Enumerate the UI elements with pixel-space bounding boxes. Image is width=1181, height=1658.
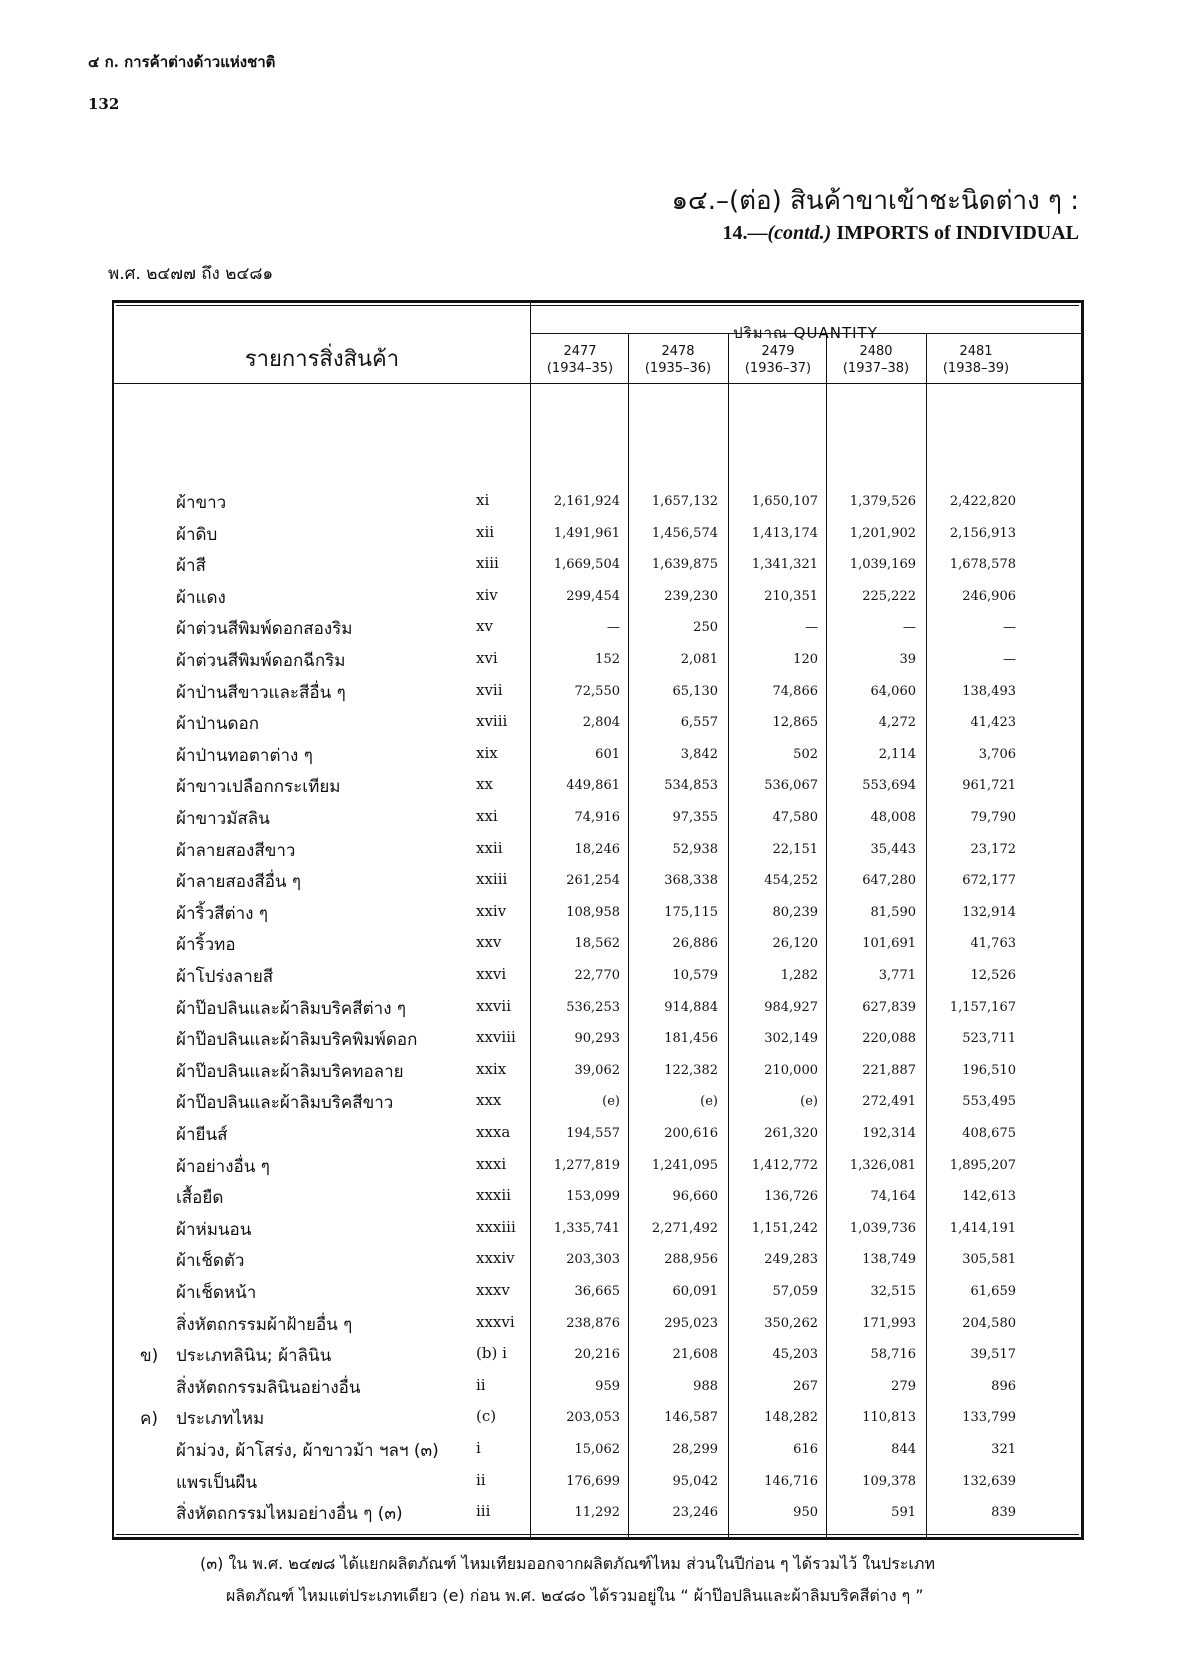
group-marker: ค) [140,1409,159,1430]
quantity-cell: 133,799 [962,1410,1016,1426]
quantity-cell: 57,059 [772,1284,818,1299]
quantity-cell: 122,382 [664,1062,718,1078]
item-label: ผ้าม่วง, ผ้าโสร่ง, ผ้าขาวม้า ฯลฯ (๓) [176,1441,439,1461]
quantity-cell: 305,581 [962,1252,1016,1268]
quantity-cell: 1,282 [780,968,818,983]
quantity-cell: 368,338 [664,873,718,889]
item-label: ประเภทลินิน; ผ้าลินิน [176,1346,332,1367]
item-label: ผ้าป่านทอตาต่าง ๆ [176,745,313,766]
item-code: xxi [476,807,498,825]
item-label: ผ้าอย่างอื่น ๆ [176,1156,270,1177]
group-marker: ข) [140,1346,159,1367]
quantity-cell: 196,510 [962,1062,1016,1078]
table-row [114,517,1081,547]
quantity-cell: 1,277,819 [553,1157,620,1173]
table-row [114,1433,1081,1463]
quantity-cell: 984,927 [764,999,818,1015]
quantity-cell: 536,253 [566,999,620,1015]
item-label: เสื้อยืด [176,1188,224,1209]
quantity-cell: 3,842 [680,746,718,762]
quantity-cell: 148,282 [764,1410,818,1426]
quantity-cell: 10,579 [672,968,718,983]
quantity-cell: 79,790 [970,810,1016,825]
quantity-cell: 1,379,526 [849,494,916,509]
quantity-cell: 1,413,174 [751,525,818,541]
quantity-cell: 3,706 [978,746,1016,762]
quantity-cell: 18,562 [574,936,620,952]
quantity-column-header: ปริมาณ QUANTITY [733,324,878,342]
title-en-num: 14.— [722,222,768,244]
item-label: ผ้าริ้วสีต่าง ๆ [176,903,268,924]
header-bottom-rule [114,383,1081,384]
quantity-cell: 1,341,321 [751,557,818,573]
table-row [114,1275,1081,1305]
item-code: (b) i [476,1344,507,1363]
quantity-cell: 2,161,924 [553,494,620,509]
item-code: xviii [476,712,508,731]
quantity-cell: 1,151,242 [751,1220,818,1236]
table-row [114,769,1081,799]
quantity-cell: 3,771 [878,968,916,983]
item-code: xxix [476,1059,507,1078]
quantity-cell: 210,351 [764,588,818,604]
quantity-cell: 48,008 [870,810,916,825]
quantity-cell: 74,866 [772,683,818,699]
item-label: ประเภทไหม [176,1409,265,1430]
item-label: ผ้าป่านดอก [176,714,260,735]
quantity-cell: 81,590 [870,904,916,920]
item-code: iii [476,1502,491,1521]
quantity-cell: 601 [595,746,620,762]
table-row [114,1370,1081,1400]
item-label: ผ้าเช็ดหน้า [176,1283,257,1303]
quantity-cell: 239,230 [664,588,718,604]
quantity-cell: 6,557 [680,715,718,731]
table-row [114,1149,1081,1179]
item-code: xxxiii [476,1217,516,1236]
item-code: xxxvi [476,1312,515,1331]
quantity-cell: 58,716 [870,1347,916,1363]
quantity-cell: 200,616 [664,1126,718,1141]
quantity-cell: 2,114 [878,746,916,762]
table-title-english [722,222,1079,245]
item-label: ผ้าห่มนอน [176,1219,252,1240]
quantity-cell: 272,491 [862,1094,916,1110]
quantity-cell: 454,252 [764,873,818,889]
quantity-cell: 101,691 [862,936,916,952]
quantity-cell: 152 [595,652,620,667]
quantity-cell: 261,254 [566,873,620,889]
quantity-cell: 60,091 [672,1284,718,1299]
quantity-cell: 221,887 [862,1062,916,1078]
quantity-cell: 204,580 [962,1315,1016,1331]
item-column-header: รายการสิ่งสินค้า [244,347,400,372]
quantity-cell: 553,495 [962,1094,1016,1110]
item-code: xiii [476,554,499,573]
item-label: ผ้าสี [176,556,206,577]
item-label: ผ้าขาว [176,493,227,513]
page-header: ๔ ก. การค้าต่างด้าวแห่งชาติ [88,53,276,71]
quantity-cell: 627,839 [862,999,916,1015]
quantity-cell: 1,039,169 [849,557,916,573]
quantity-cell: — [1003,652,1016,667]
quantity-cell: 132,914 [962,904,1016,920]
item-code: (c) [476,1407,497,1426]
quantity-cell: 74,164 [870,1189,916,1205]
item-label: ผ้าลายสองสีขาว [176,840,296,861]
quantity-cell: 45,203 [772,1347,818,1363]
quantity-cell: 18,246 [574,841,620,857]
item-code: xvi [476,649,498,667]
table-row [114,991,1081,1021]
quantity-cell: 32,515 [870,1284,916,1299]
year-header: 2477 (1934–35) [546,344,614,376]
quantity-cell: 90,293 [574,1031,620,1047]
quantity-cell: 2,156,913 [949,525,1016,541]
quantity-cell: 1,669,504 [553,557,620,573]
quantity-cell: 647,280 [862,873,916,889]
year-header: 2478 (1935–36) [644,344,712,376]
item-label: ผ้าดิบ [176,524,218,545]
table-row [114,1022,1081,1052]
quantity-cell: — [1003,620,1016,636]
item-code: xxxv [476,1281,510,1299]
quantity-cell: 175,115 [664,904,718,920]
quantity-cell: 146,587 [664,1410,718,1426]
quantity-cell: 672,177 [962,873,1016,889]
item-label: ผ้าโปร่งลายสี [176,967,274,987]
quantity-cell: 1,414,191 [949,1220,1016,1236]
item-code: xv [476,617,493,636]
item-label: ผ้าริ้วทอ [176,935,236,956]
quantity-cell: 95,042 [672,1473,718,1489]
table-row [114,1496,1081,1526]
quantity-cell: 120 [793,652,818,667]
quantity-cell: 194,557 [566,1126,620,1141]
table-row [114,1212,1081,1242]
year-header: 2480 (1937–38) [842,344,910,376]
quantity-cell: 1,650,107 [751,494,818,509]
item-label: ผ้าต่วนสีพิมพ์ดอกฉีกริม [176,651,346,671]
quantity-cell: 138,493 [962,683,1016,699]
quantity-cell: 536,067 [764,778,818,794]
quantity-cell: 2,271,492 [651,1220,718,1236]
quantity-cell: 74,916 [574,810,620,825]
quantity-cell: — [805,620,818,636]
quantity-cell: 1,678,578 [949,557,1016,573]
quantity-cell: 1,326,081 [849,1157,916,1173]
quantity-cell: 295,023 [664,1315,718,1331]
quantity-cell: 502 [793,746,818,762]
item-label: ผ้าขาวมัสลิน [176,809,270,829]
quantity-cell: 1,491,961 [553,525,620,541]
year-header: 2481 (1938–39) [942,344,1010,376]
item-label: ผ้าแดง [176,587,226,608]
item-label: ผ้าเช็ดตัว [176,1251,245,1272]
quantity-cell: 203,053 [566,1410,620,1426]
item-code: xxxii [476,1186,511,1205]
quantity-cell: 267 [793,1378,818,1394]
quantity-cell: 449,861 [566,778,620,794]
quantity-cell: 1,657,132 [651,494,718,509]
quantity-cell: 246,906 [962,588,1016,604]
quantity-cell: 203,303 [566,1252,620,1268]
quantity-cell: 176,699 [566,1473,620,1489]
item-code: xxiv [476,901,507,920]
table-row [114,1243,1081,1273]
item-code: xvii [476,680,503,699]
quantity-cell: 250 [693,620,718,636]
quantity-cell: 279 [891,1378,916,1394]
quantity-cell: 153,099 [566,1189,620,1205]
quantity-cell: 39 [899,652,916,667]
quantity-cell: 2,804 [582,715,620,731]
quantity-cell: 1,335,741 [553,1220,620,1236]
item-code: xxv [476,933,502,952]
item-label: ผ้าขาวเปลือกกระเทียม [176,777,341,798]
quantity-cell: 1,039,736 [849,1220,916,1236]
quantity-cell: 26,886 [672,936,718,952]
quantity-cell: 65,130 [672,683,718,699]
quantity-cell: 1,241,095 [651,1157,718,1173]
quantity-cell: 110,813 [862,1410,916,1426]
item-code: xi [476,491,490,509]
quantity-cell: 988 [693,1378,718,1394]
quantity-cell: 238,876 [566,1315,620,1331]
item-code: xii [476,522,495,541]
table-row [114,548,1081,578]
item-label: สิ่งหัตถกรรมไหมอย่างอื่น ๆ (๓) [176,1504,403,1525]
quantity-cell: 534,853 [664,778,718,794]
quantity-cell: 553,694 [862,778,916,794]
quantity-cell: 959 [595,1378,620,1394]
table-row [114,1180,1081,1210]
quantity-cell: 21,608 [672,1347,718,1363]
table-row [114,1307,1081,1337]
quantity-cell: 616 [793,1442,818,1457]
item-label: ผ้าป่านสีขาวและสีอื่น ๆ [176,682,346,703]
quantity-cell: 52,938 [672,841,718,857]
quantity-cell: 1,201,902 [849,525,916,541]
quantity-cell: (e) [700,1094,718,1110]
quantity-cell: 28,299 [672,1442,718,1457]
quantity-cell: — [607,620,620,636]
quantity-cell: 136,726 [764,1189,818,1205]
quantity-cell: 20,216 [574,1347,620,1363]
table-row [114,801,1081,831]
year-header: 2479 (1936–37) [744,344,812,376]
quantity-cell: 220,088 [862,1031,916,1047]
item-code: xxx [476,1091,502,1110]
quantity-cell: 249,283 [764,1252,818,1268]
quantity-cell: 96,660 [672,1189,718,1205]
quantity-cell: 350,262 [764,1315,818,1331]
quantity-cell: 591 [891,1505,916,1521]
table-row [114,927,1081,957]
table-row [114,1401,1081,1431]
quantity-cell: 36,665 [574,1284,620,1299]
item-code: ii [476,1375,486,1394]
item-code: i [476,1439,481,1457]
quantity-cell: 299,454 [566,588,620,604]
quantity-cell: 61,659 [970,1284,1016,1299]
table-row [114,959,1081,989]
quantity-cell: 2,081 [680,652,718,667]
quantity-cell: 288,956 [664,1252,718,1268]
item-code: xix [476,743,498,762]
item-code: xxii [476,838,503,857]
table-row [114,675,1081,705]
item-code: xxxi [476,1154,507,1173]
quantity-cell: 523,711 [962,1031,1016,1047]
quantity-cell: 839 [991,1505,1016,1521]
item-label: แพรเป็นผืน [176,1472,258,1493]
footnote-line-1: (๓) ใน พ.ศ. ๒๔๗๘ ได้แยกผลิตภัณฑ์ ไหมเทียมออกจากผลิตภัณฑ์ไหม ส่วนในปีก่อน ๆ ได้รวมไว้ ในประเภท [200,1554,935,1573]
imports-table [112,300,1084,1540]
quantity-cell: 1,412,772 [751,1157,818,1173]
quantity-cell: 26,120 [772,936,818,952]
quantity-cell: 109,378 [862,1473,916,1489]
item-code: xx [476,775,493,794]
quantity-cell: 12,526 [970,968,1016,983]
quantity-cell: 41,423 [970,715,1016,731]
quantity-cell: 23,172 [970,841,1016,857]
quantity-cell: 146,716 [764,1473,818,1489]
table-row [114,1338,1081,1368]
quantity-cell: 22,151 [772,841,818,857]
item-label: ผ้าป๊อปลินและผ้าลิมบริคสีขาว [176,1093,394,1114]
quantity-cell: 2,422,820 [949,494,1016,509]
table-row [114,1054,1081,1084]
quantity-cell: 1,157,167 [949,999,1016,1015]
table-row [114,485,1081,515]
quantity-cell: 23,246 [672,1505,718,1521]
item-label: ผ้าป๊อปลินและผ้าลิมบริคพิมพ์ดอก [176,1030,418,1051]
quantity-cell: 39,517 [970,1347,1016,1363]
title-en-contd: (contd.) [767,222,832,244]
quantity-cell: 1,639,875 [651,557,718,573]
item-code: xxiii [476,870,508,889]
quantity-cell: 47,580 [772,810,818,825]
quantity-cell: 97,355 [672,810,718,825]
quantity-cell: 132,639 [962,1473,1016,1489]
table-row [114,611,1081,641]
quantity-cell: 321 [991,1442,1016,1457]
table-row [114,833,1081,863]
quantity-cell: 192,314 [862,1126,916,1141]
quantity-cell: 408,675 [962,1126,1016,1141]
period-label: พ.ศ. ๒๔๗๗ ถึง ๒๔๘๑ [108,264,274,284]
item-code: xxvii [476,996,511,1015]
quantity-cell: 64,060 [870,683,916,699]
quantity-cell: 896 [991,1378,1016,1394]
quantity-cell: 914,884 [664,999,718,1015]
quantity-cell: 142,613 [962,1189,1016,1205]
item-label: สิ่งหัตถกรรมผ้าฝ้ายอื่น ๆ [176,1314,353,1335]
quantity-cell: 22,770 [574,968,620,983]
quantity-cell: 961,721 [962,778,1016,794]
quantity-cell: 181,456 [664,1031,718,1047]
quantity-cell: — [903,620,916,636]
item-code: xxxiv [476,1249,515,1268]
quantity-cell: 39,062 [574,1062,620,1078]
item-label: ผ้าลายสองสีอื่น ๆ [176,872,302,893]
table-row [114,738,1081,768]
quantity-cell: 210,000 [764,1062,818,1078]
item-code: xxvi [476,965,507,983]
quantity-cell: 12,865 [772,715,818,731]
table-row [114,864,1081,894]
quantity-cell: 225,222 [862,588,916,604]
table-row [114,1085,1081,1115]
item-code: xxviii [476,1028,516,1047]
quantity-cell: (e) [800,1094,818,1110]
table-row [114,896,1081,926]
quantity-cell: 108,958 [566,904,620,920]
title-en-rest: IMPORTS of INDIVIDUAL [831,222,1079,244]
quantity-cell: 302,149 [764,1031,818,1047]
quantity-cell: 1,456,574 [651,525,718,541]
item-label: ผ้าต่วนสีพิมพ์ดอกสองริม [176,619,353,640]
table-row [114,1117,1081,1147]
quantity-cell: 950 [793,1505,818,1521]
footnote-line-2: ผลิตภัณฑ์ ไหมแต่ประเภทเดียว (e) ก่อน พ.ศ. ๒๔๘๐ ได้รวมอยู่ใน “ ผ้าป๊อปลินและผ้าลิมบริคสีต่าง ๆ ” [226,1586,924,1605]
item-code: xiv [476,585,498,604]
quantity-cell: 171,993 [862,1315,916,1331]
quantity-cell: 11,292 [574,1505,620,1521]
table-title-thai: ๑๔.–(ต่อ) สินค้าขาเข้าชะนิดต่าง ๆ : [671,186,1079,216]
item-label: ผ้าป๊อปลินและผ้าลิมบริคทอลาย [176,1061,404,1082]
quantity-cell: 72,550 [574,683,620,699]
quantity-cell: 138,749 [862,1252,916,1268]
table-row [114,706,1081,736]
item-label: ผ้าป๊อปลินและผ้าลิมบริคสีต่าง ๆ [176,998,407,1019]
quantity-cell: 261,320 [764,1126,818,1141]
quantity-cell: 4,272 [878,715,916,731]
page-number: 132 [88,95,120,113]
quantity-cell: 80,239 [772,904,818,920]
table-row [114,580,1081,610]
table-row [114,1465,1081,1495]
quantity-cell: 15,062 [574,1442,620,1457]
table-row [114,643,1081,673]
quantity-cell: 1,895,207 [949,1157,1016,1173]
item-label: ผ้ายีนส์ [176,1125,228,1145]
item-code: xxxa [476,1123,511,1141]
quantity-cell: 41,763 [970,936,1016,952]
item-code: ii [476,1470,486,1489]
quantity-cell: (e) [602,1094,620,1110]
item-label: สิ่งหัตถกรรมลินินอย่างอื่น [176,1377,361,1398]
quantity-cell: 844 [891,1442,916,1457]
quantity-cell: 35,443 [870,841,916,857]
